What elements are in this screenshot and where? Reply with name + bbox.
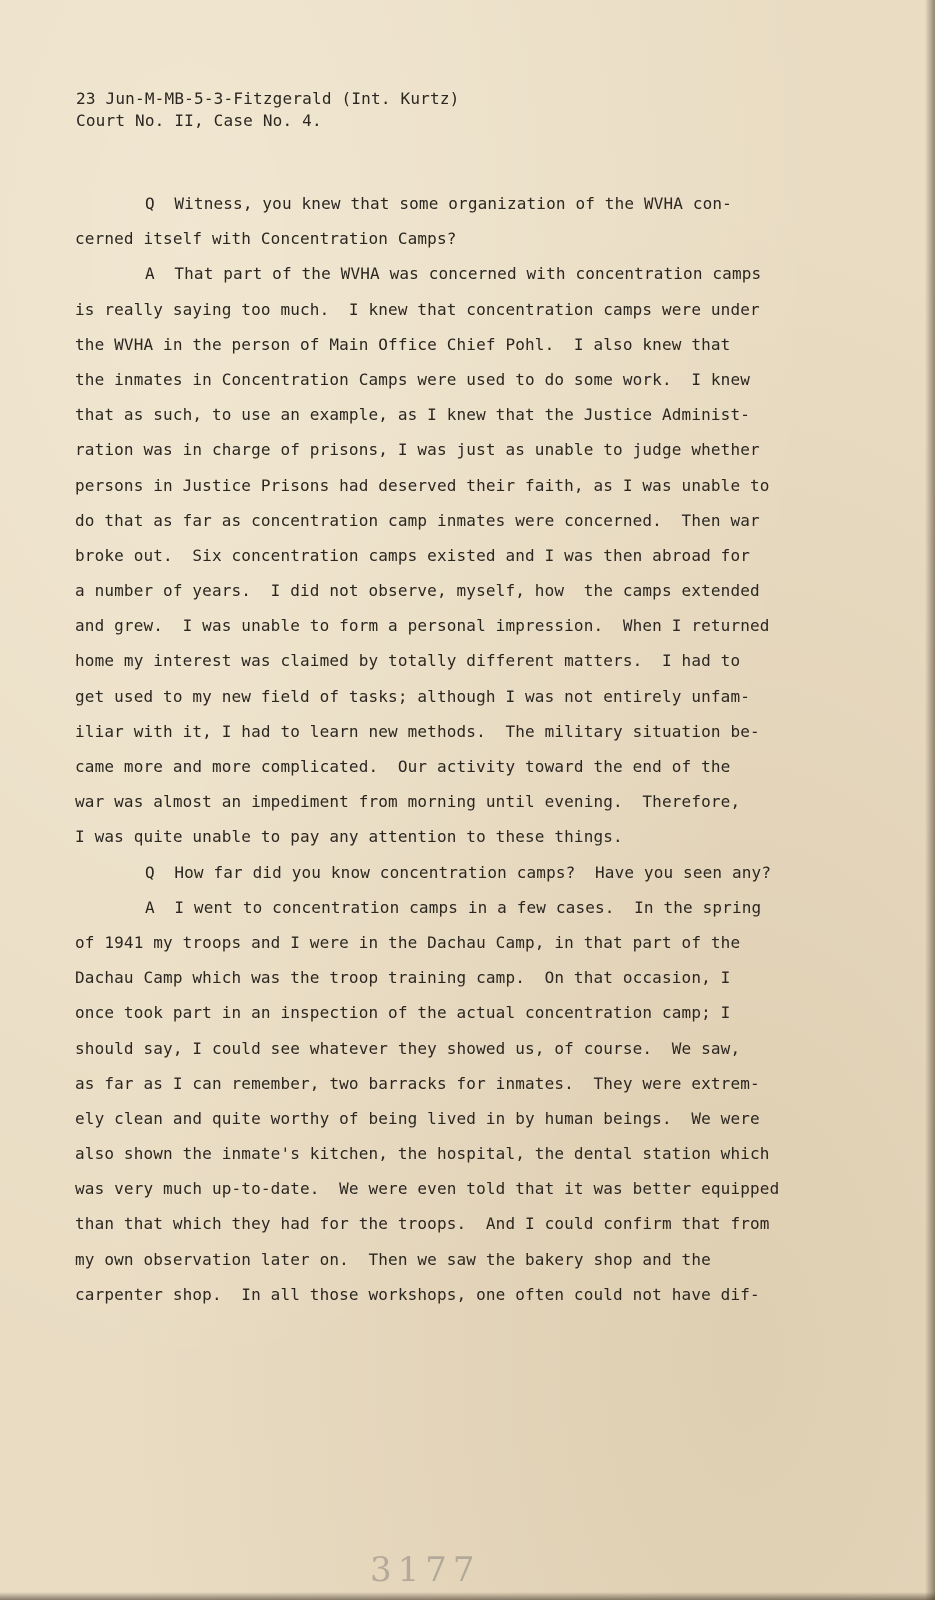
transcript-line: carpenter shop. In all those workshops, one often could not have dif-	[75, 1284, 760, 1304]
transcript-line: the WVHA in the person of Main Office Chief Pohl. I also knew that	[75, 334, 731, 354]
transcript-line: Q How far did you know concentration camps? Have you seen any?	[145, 862, 772, 882]
transcript-line: also shown the inmate's kitchen, the hospital, the dental station which	[75, 1144, 770, 1164]
transcript-line: ration was in charge of prisons, I was just as unable to judge whether	[75, 440, 760, 460]
transcript-line: came more and more complicated. Our activity toward the end of the	[75, 757, 731, 776]
transcript-line: I was quite unable to pay any attention to these things.	[75, 827, 623, 847]
transcript-line: war was almost an impediment from morning until evening. Therefore,	[75, 792, 741, 812]
transcript-line: once took part in an inspection of the actual concentration camp; I	[75, 1003, 731, 1023]
transcript-line: iliar with it, I had to learn new methods. The military situation be-	[75, 721, 760, 741]
transcript-line: than that which they had for the troops. And I could confirm that from	[75, 1214, 770, 1234]
transcript-line: the inmates in Concentration Camps were used to do some work. I knew	[75, 369, 751, 389]
transcript-line: broke out. Six concentration camps existed and I was then abroad for	[75, 545, 751, 565]
transcript-line: ely clean and quite worthy of being lived in by human beings. We were	[75, 1108, 760, 1128]
transcript-line: persons in Justice Prisons had deserved their faith, as I was unable to	[75, 475, 770, 495]
transcript-line: home my interest was claimed by totally different matters. I had to	[75, 651, 741, 671]
transcript-line: should say, I could see whatever they showed us, of course. We saw,	[75, 1038, 741, 1058]
header-court-case: Court No. II, Case No. 4.	[76, 111, 322, 130]
transcript-line: Dachau Camp which was the troop training camp. On that occasion, I	[75, 968, 731, 988]
header-case-reference: 23 Jun-M-MB-5-3-Fitzgerald (Int. Kurtz)	[76, 89, 460, 108]
transcript-line: do that as far as concentration camp inmates were concerned. Then war	[75, 510, 760, 530]
document-header	[76, 88, 459, 132]
transcript-line: is really saying too much. I knew that concentration camps were under	[75, 299, 760, 319]
transcript-line: my own observation later on. Then we saw the bakery shop and the	[75, 1249, 711, 1269]
transcript-line: that as such, to use an example, as I knew that the Justice Administ-	[75, 405, 751, 425]
page-number: 3177	[370, 1550, 481, 1590]
transcript-line: was very much up-to-date. We were even told that it was better equipped	[75, 1179, 780, 1199]
transcript-line: and grew. I was unable to form a personal impression. When I returned	[75, 616, 770, 636]
transcript-body	[75, 186, 905, 1312]
transcript-line: a number of years. I did not observe, myself, how the camps extended	[75, 581, 760, 601]
transcript-line: get used to my new field of tasks; although I was not entirely unfam-	[75, 686, 751, 706]
transcript-line: A That part of the WVHA was concerned with concentration camps	[145, 264, 762, 284]
transcript-line: A I went to concentration camps in a few cases. In the spring	[145, 897, 762, 917]
page-bottom-shadow	[0, 1592, 935, 1600]
page-edge-shadow	[925, 0, 935, 1600]
transcript-line: of 1941 my troops and I were in the Dachau Camp, in that part of the	[75, 932, 741, 952]
transcript-line: Q Witness, you knew that some organization of the WVHA con-	[145, 194, 732, 213]
transcript-line: cerned itself with Concentration Camps?	[75, 229, 457, 249]
transcript-line: as far as I can remember, two barracks for inmates. They were extrem-	[75, 1073, 760, 1093]
